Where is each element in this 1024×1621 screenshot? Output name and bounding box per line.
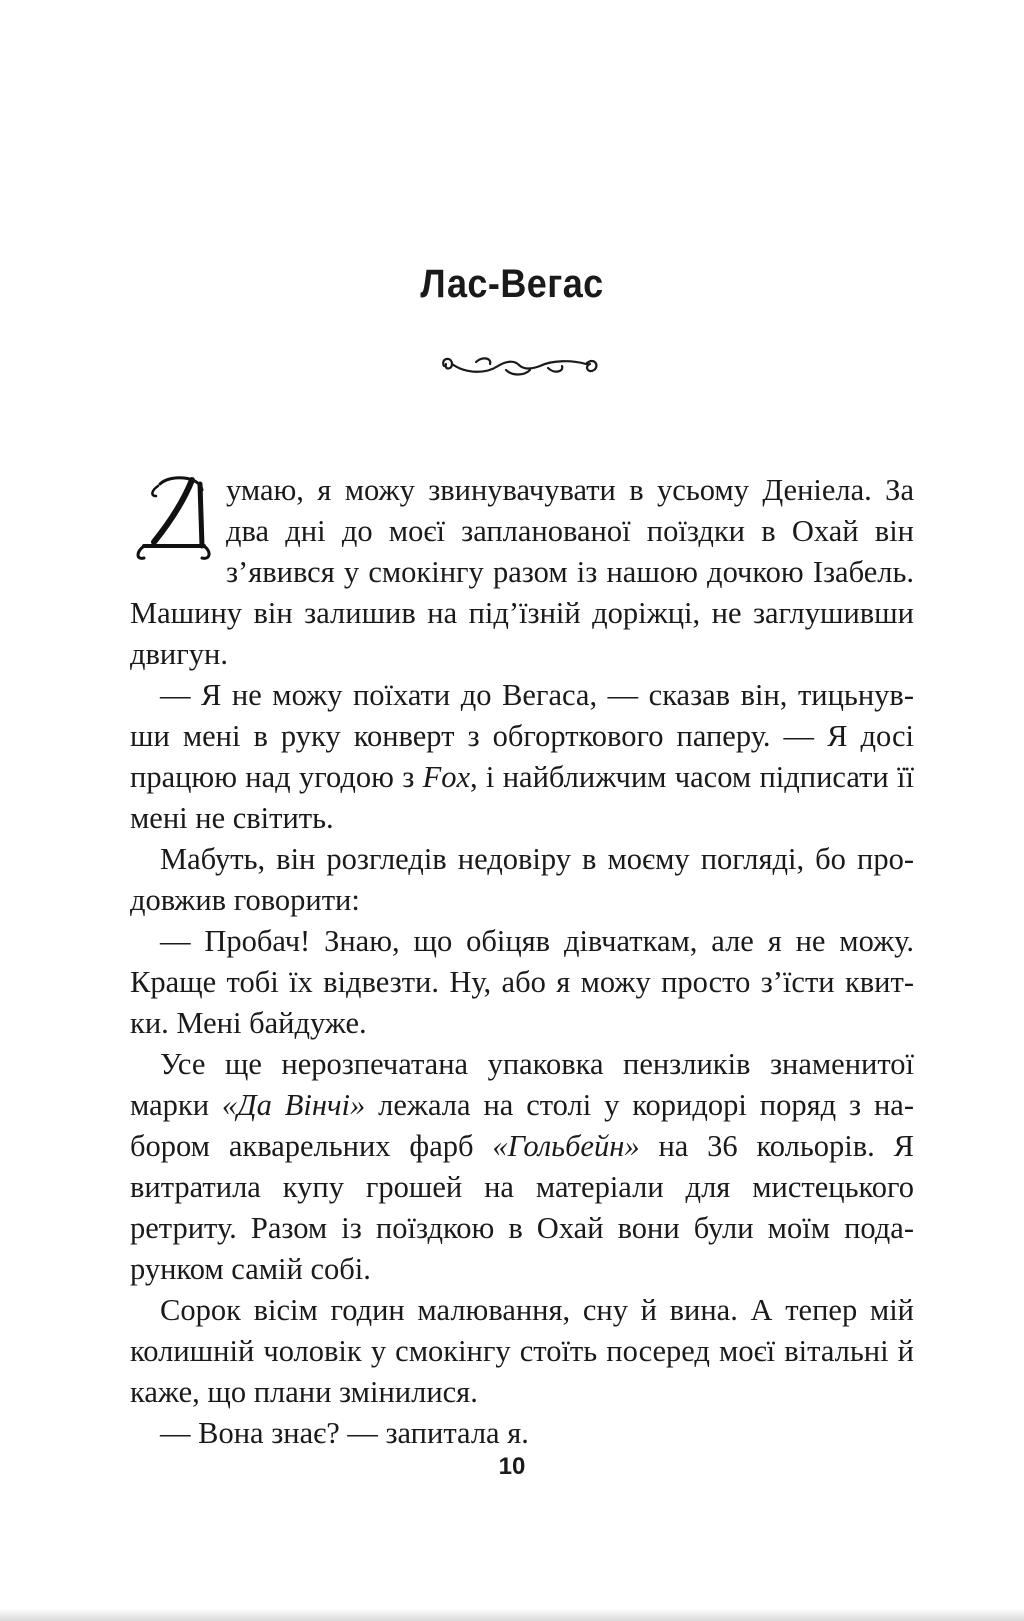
decorative-flourish-icon [436,352,602,382]
paragraph-text: , і найближчим часом підписати її мені не світить. [130,760,914,835]
body-text [130,470,914,1454]
italic-text: «Гольбейн» [492,1129,640,1163]
chapter-title: Лас-Вегас [420,262,604,306]
paragraph [130,470,914,675]
paragraph: — Вона знає? — запитала я. [160,1416,529,1450]
dropcap [130,472,222,562]
paragraph-text: Усе ще нерозпечатана упаковка пензликів знаменитої марки [130,1047,914,1122]
italic-text: Fox [422,760,470,794]
paragraph-text: умаю, я можу звинувачувати в усьому Деніела. За два дні до моєї запланованої поїздки в Охай він з’явився у смокінгу разом із нашою дочкою Ізабель. Машину він залишив на під’їзній доріжці, не заглушивши двигун. [130,473,914,671]
italic-text: «Да Вінчі» [221,1088,366,1122]
paragraph-text: — Я не можу поїхати до Вегаса, — сказав він, тицьнувши мені в руку конверт з обгорткового паперу. — Я досі працюю над угодою з [130,678,914,794]
page-number: 10 [498,1453,526,1480]
paragraph: Сорок вісім годин малювання, сну й вина. А тепер мій колишній чоловік у смокінгу стоїть посеред моєї вітальні й каже, що плани змінилися. [130,1293,914,1409]
dropcap-d-icon [130,472,222,562]
paragraph-text: на 36 кольорів. Я витратила купу грошей на матеріали для мистецького ретриту. Разом із поїздкою в Охай вони були моїм подарунком самій собі. [130,1129,915,1286]
paragraph: Мабуть, він розгледів недовіру в моєму погляді, бо продовжив говорити: [130,842,914,917]
paragraph-text: лежала на столі у коридорі поряд з набором акварельних фарб [130,1088,914,1163]
paragraph [130,1044,914,1290]
paragraph: — Пробач! Знаю, що обіцяв дівчаткам, але я не можу. Краще тобі їх відвезти. Ну, або я можу просто з’їсти квитки. Мені байдуже. [130,924,914,1040]
paragraph [130,675,914,839]
page-edge-shadow [0,1608,1024,1621]
